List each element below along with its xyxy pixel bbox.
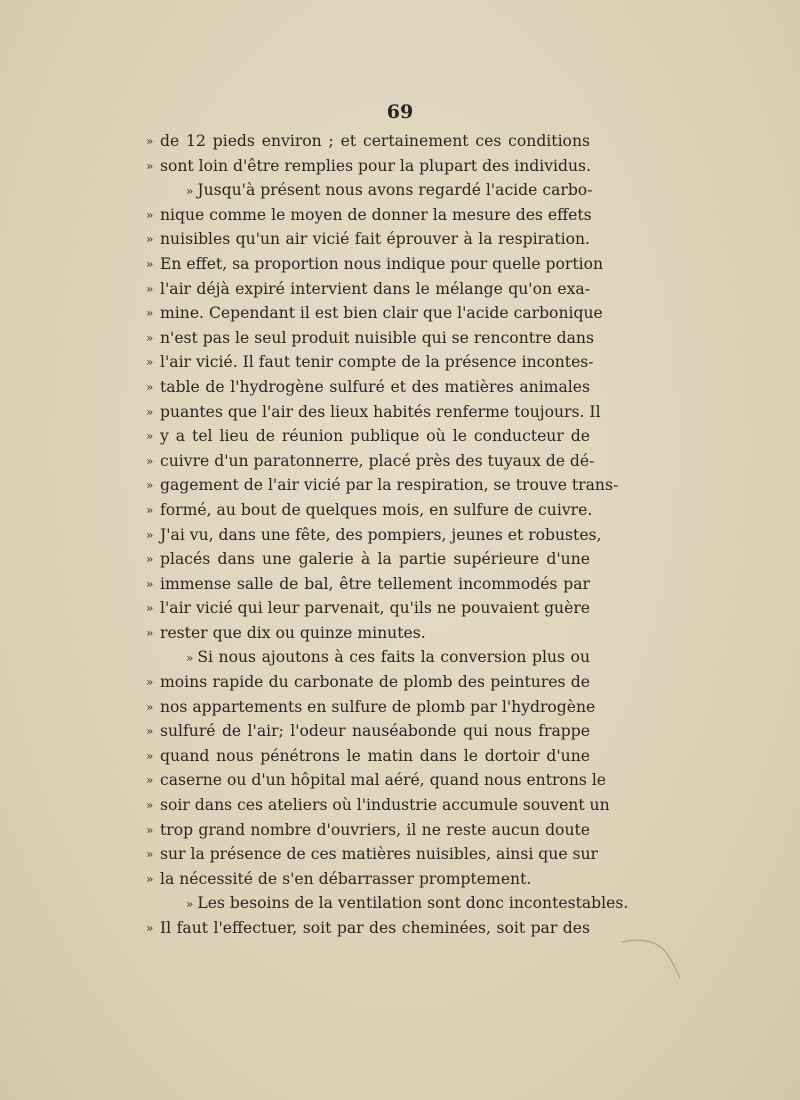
text-line (146, 129, 590, 154)
text-line (146, 424, 590, 449)
line-text: placés dans une galerie à la partie supérieure d'une (160, 550, 590, 569)
text-line (146, 744, 590, 769)
text-line (146, 547, 590, 572)
body-text (146, 129, 629, 941)
text-line (160, 178, 593, 203)
page-number: 69 (386, 101, 414, 123)
text-line (146, 793, 610, 818)
line-text: puantes que l'air des lieux habités renferme toujours. Il (160, 402, 601, 421)
quote-mark: » (146, 798, 154, 813)
quote-mark: » (146, 306, 154, 321)
text-line (146, 154, 592, 179)
text-line (146, 449, 595, 474)
text-line (146, 818, 590, 843)
quote-mark: » (146, 699, 154, 714)
line-text: Jusqu'à présent nous avons regardé l'acide carbo- (197, 181, 593, 200)
quote-mark: » (146, 773, 154, 788)
line-text: caserne ou d'un hôpital mal aéré, quand nous entrons le (160, 771, 607, 790)
text-line (146, 572, 590, 597)
line-text: Les besoins de la ventilation sont donc incontestables. (197, 894, 629, 913)
quote-mark: » (146, 625, 154, 640)
line-text: soir dans ces ateliers où l'industrie accumule souvent un (160, 796, 610, 815)
text-line (146, 301, 603, 326)
text-line (146, 350, 594, 375)
line-text: trop grand nombre d'ouvriers, il ne reste aucun doute (160, 820, 590, 839)
quote-mark: » (146, 601, 154, 616)
line-text: cuivre d'un paratonnerre, placé près des tuyaux de dé- (160, 451, 595, 470)
line-text: l'air vicié. Il faut tenir compte de la présence incontes- (160, 353, 594, 372)
quote-mark: » (146, 158, 154, 173)
line-text: Il faut l'effectuer, soit par des cheminées, soit par des (160, 919, 590, 937)
text-line (146, 277, 590, 302)
quote-mark: » (186, 897, 194, 912)
line-text: immense salle de bal, être tellement incommodés par (160, 574, 590, 593)
line-text: quand nous pénétrons le matin dans le dortoir d'une (160, 746, 590, 765)
text-line (146, 400, 601, 425)
text-line (160, 645, 590, 670)
quote-mark: » (146, 847, 154, 862)
line-text: sur la présence de ces matières nuisibles, ainsi que sur (160, 845, 599, 864)
text-line (146, 842, 599, 867)
quote-mark: » (146, 330, 154, 345)
quote-mark: » (186, 184, 194, 199)
quote-mark: » (146, 379, 154, 394)
text-line (146, 523, 602, 548)
line-text: nos appartements en sulfure de plomb par l'hydrogène (160, 697, 596, 716)
line-text: y a tel lieu de réunion publique où le conducteur de (160, 427, 590, 446)
quote-mark: » (186, 651, 194, 666)
text-line (146, 670, 590, 695)
quote-mark: » (146, 822, 154, 837)
quote-mark: » (146, 527, 154, 542)
line-text: sont loin d'être remplies pour la plupart des individus. (160, 156, 592, 175)
quote-mark: » (146, 429, 154, 444)
quote-mark: » (146, 232, 154, 247)
text-line (146, 375, 590, 400)
text-line (160, 891, 629, 916)
text-line (146, 252, 604, 277)
line-text: l'air vicié qui leur parvenait, qu'ils ne pouvaient guère (160, 599, 591, 618)
text-line (146, 203, 592, 228)
text-line (146, 227, 590, 252)
line-text: sulfuré de l'air; l'odeur nauséabonde qui nous frappe (160, 722, 590, 741)
quote-mark: » (146, 207, 154, 222)
quote-mark: » (146, 134, 154, 148)
line-text: Si nous ajoutons à ces faits la conversion plus ou (197, 648, 590, 667)
text-line (146, 719, 590, 744)
line-text: En effet, sa proportion nous indique pour quelle portion (160, 254, 604, 273)
line-text: mine. Cependant il est bien clair que l'acide carbonique (160, 304, 603, 323)
quote-mark: » (146, 502, 154, 517)
line-text: moins rapide du carbonate de plomb des peintures de (160, 673, 590, 692)
pencil-mark (620, 936, 682, 980)
quote-mark: » (146, 921, 154, 935)
quote-mark: » (146, 871, 154, 886)
quote-mark: » (146, 281, 154, 296)
line-text: gagement de l'air vicié par la respiration, se trouve trans- (160, 476, 619, 495)
text-line (146, 473, 619, 498)
line-text: table de l'hydrogène sulfuré et des matières animales (160, 377, 590, 396)
quote-mark: » (146, 404, 154, 419)
quote-mark: » (146, 576, 154, 591)
text-line (146, 768, 607, 793)
line-text: n'est pas le seul produit nuisible qui se rencontre dans (160, 328, 594, 347)
text-line (146, 326, 594, 351)
line-text: l'air déjà expiré intervient dans le mélange qu'on exa- (160, 279, 590, 298)
quote-mark: » (146, 552, 154, 567)
quote-mark: » (146, 675, 154, 690)
line-text: nique comme le moyen de donner la mesure des effets (160, 205, 592, 224)
line-text: formé, au bout de quelques mois, en sulfure de cuivre. (160, 500, 593, 519)
text-line (146, 596, 591, 621)
text-line (146, 695, 596, 720)
quote-mark: » (146, 355, 154, 370)
quote-mark: » (146, 748, 154, 763)
line-text: la nécessité de s'en débarrasser promptement. (160, 869, 532, 888)
quote-mark: » (146, 256, 154, 271)
quote-mark: » (146, 453, 154, 468)
line-text: rester que dix ou quinze minutes. (160, 623, 426, 642)
line-text: J'ai vu, dans une fête, des pompiers, jeunes et robustes, (160, 525, 602, 544)
text-line (146, 498, 593, 523)
line-text: nuisibles qu'un air vicié fait éprouver à la respiration. (160, 230, 590, 249)
text-line (146, 621, 590, 646)
text-line (146, 867, 590, 892)
text-line (146, 916, 590, 941)
quote-mark: » (146, 478, 154, 493)
quote-mark: » (146, 724, 154, 739)
line-text: de 12 pieds environ ; et certainement ces conditions (160, 132, 590, 150)
